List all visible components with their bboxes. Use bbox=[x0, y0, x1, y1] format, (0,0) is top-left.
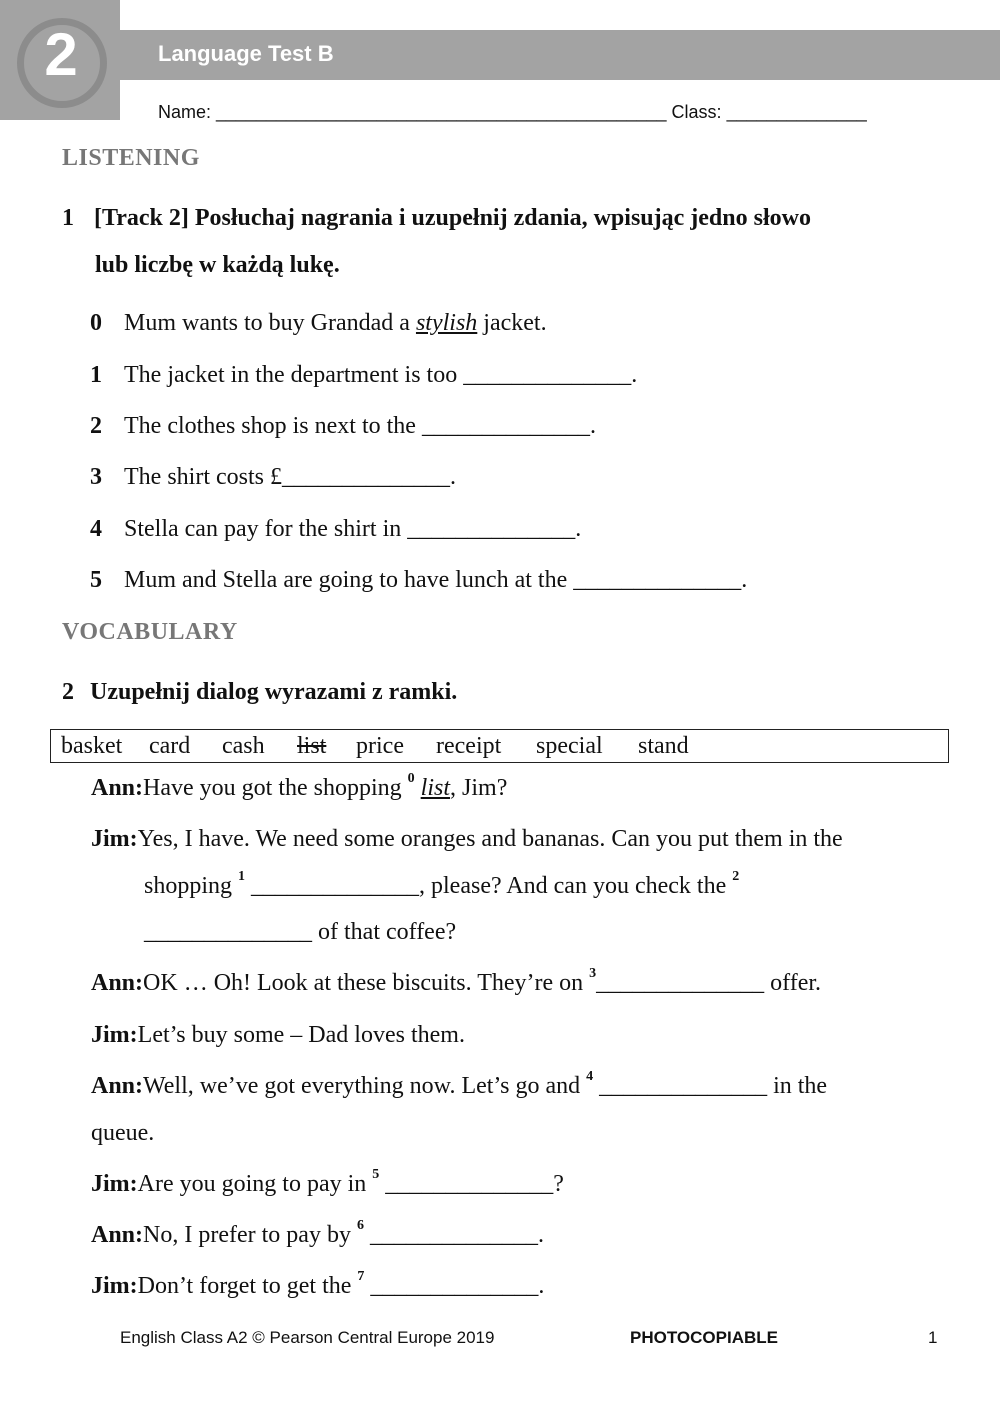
unit-number: 2 bbox=[44, 21, 78, 88]
item-text-end: . bbox=[575, 516, 582, 542]
gap-number: 5 bbox=[372, 1167, 380, 1182]
answer-blank[interactable]: ______________ bbox=[463, 362, 632, 388]
item-text: The clothes shop is next to the bbox=[124, 413, 422, 439]
speaker-label: Ann: bbox=[91, 775, 144, 801]
answer-blank[interactable]: ______________ bbox=[385, 1171, 554, 1197]
speaker-label: Ann: bbox=[91, 970, 144, 996]
dialog-line bbox=[91, 1167, 564, 1198]
dialog-text: Don’t forget to get the bbox=[137, 1273, 358, 1299]
task-2-number: 2 bbox=[62, 679, 74, 705]
name-label: Name: bbox=[158, 102, 212, 122]
example-answer: stylish bbox=[415, 310, 478, 336]
listening-heading: LISTENING bbox=[62, 145, 200, 171]
item-text: Mum wants to buy Grandad a bbox=[124, 310, 416, 336]
dialog-line bbox=[144, 869, 740, 900]
unit-badge bbox=[0, 0, 120, 120]
word-box-item: receipt bbox=[436, 733, 502, 759]
speaker-label: Jim: bbox=[91, 1273, 138, 1299]
word-box-item-used: list bbox=[297, 733, 327, 759]
task-2-text: Uzupełnij dialog wyrazami z ramki. bbox=[90, 679, 458, 705]
task-1-text-line2: lub liczbę w każdą lukę. bbox=[95, 252, 340, 278]
gap-number: 1 bbox=[238, 869, 246, 884]
dialog-line bbox=[91, 1022, 465, 1049]
gap-number: 3 bbox=[589, 966, 597, 981]
answer-blank[interactable]: ______________ bbox=[596, 970, 765, 996]
dialog-text: in the bbox=[767, 1073, 828, 1099]
answer-blank[interactable]: ______________ bbox=[144, 919, 312, 945]
item-text-end: . bbox=[741, 567, 748, 593]
item-text-end: . bbox=[449, 464, 456, 490]
word-box-item: special bbox=[536, 733, 603, 759]
speaker-label: Ann: bbox=[91, 1222, 144, 1248]
item-number: 4 bbox=[90, 516, 102, 542]
footer-photocopiable: PHOTOCOPIABLE bbox=[630, 1328, 778, 1347]
page-number: 1 bbox=[928, 1328, 938, 1347]
dialog-text: Yes, I have. We need some oranges and bananas. Can you put them in the bbox=[137, 826, 843, 852]
dialog-text: shopping bbox=[144, 873, 239, 899]
answer-blank[interactable]: ______________ bbox=[369, 1222, 538, 1248]
answer-blank[interactable]: ______________ bbox=[370, 1273, 539, 1299]
speaker-label: Jim: bbox=[91, 1171, 138, 1197]
listening-item bbox=[90, 567, 747, 594]
dialog-text: offer. bbox=[764, 970, 822, 996]
dialog-text: . bbox=[538, 1273, 545, 1299]
word-box-item: price bbox=[356, 733, 404, 759]
dialog-line bbox=[144, 919, 456, 946]
word-box-item: card bbox=[149, 733, 191, 759]
class-field[interactable]: ______________ bbox=[726, 102, 867, 122]
class-label: Class: bbox=[671, 102, 722, 122]
task-1-instruction bbox=[62, 205, 811, 232]
dialog-line bbox=[91, 771, 508, 802]
item-text: The jacket in the department is too bbox=[124, 362, 464, 388]
item-text-end: jacket. bbox=[477, 310, 547, 336]
listening-item bbox=[90, 362, 637, 389]
dialog-line bbox=[91, 1069, 828, 1100]
dialog-text: Are you going to pay in bbox=[137, 1171, 373, 1197]
item-number: 3 bbox=[90, 464, 102, 490]
dialog-text: . bbox=[537, 1222, 544, 1248]
dialog-text: Have you got the shopping bbox=[143, 775, 408, 801]
item-text: Mum and Stella are going to have lunch at the bbox=[124, 567, 574, 593]
footer-copyright: English Class A2 © Pearson Central Europe 2019 bbox=[120, 1328, 495, 1347]
item-number: 2 bbox=[90, 413, 102, 439]
dialog-text: , please? And can you check the bbox=[419, 873, 733, 899]
vocabulary-heading: VOCABULARY bbox=[62, 619, 238, 645]
listening-item bbox=[90, 516, 581, 543]
answer-blank[interactable]: ______________ bbox=[573, 567, 742, 593]
speaker-label: Jim: bbox=[91, 1022, 138, 1048]
dialog-text: OK … Oh! Look at these biscuits. They’re on bbox=[143, 970, 590, 996]
item-text-end: . bbox=[589, 413, 596, 439]
item-number: 0 bbox=[90, 310, 102, 336]
item-text: The shirt costs £ bbox=[124, 464, 282, 490]
word-box-item: basket bbox=[61, 733, 123, 759]
word-box-item: stand bbox=[638, 733, 689, 759]
answer-blank[interactable]: ______________ bbox=[407, 516, 576, 542]
gap-number: 4 bbox=[586, 1069, 594, 1084]
dialog-text: Let’s buy some – Dad loves them. bbox=[137, 1022, 465, 1048]
answer-blank[interactable]: ______________ bbox=[251, 873, 420, 899]
listening-item bbox=[90, 413, 596, 440]
dialog-text: ? bbox=[553, 1171, 564, 1197]
listening-item bbox=[90, 464, 456, 491]
gap-number: 7 bbox=[357, 1269, 365, 1284]
dialog-line bbox=[91, 1269, 545, 1300]
item-number: 5 bbox=[90, 567, 102, 593]
item-number: 1 bbox=[90, 362, 102, 388]
speaker-label: Jim: bbox=[91, 826, 138, 852]
dialog-text: Well, we’ve got everything now. Let’s go and bbox=[143, 1073, 587, 1099]
answer-blank[interactable]: ______________ bbox=[281, 464, 450, 490]
answer-blank[interactable]: ______________ bbox=[599, 1073, 768, 1099]
name-field[interactable]: _____________________________________________ bbox=[216, 102, 667, 122]
speaker-label: Ann: bbox=[91, 1073, 144, 1099]
dialog-text: No, I prefer to pay by bbox=[143, 1222, 357, 1248]
item-text: Stella can pay for the shirt in bbox=[124, 516, 408, 542]
dialog-text: , Jim? bbox=[450, 775, 508, 801]
task-1-text-line1: [Track 2] Posłuchaj nagrania i uzupełnij zdania, wpisując jedno słowo bbox=[94, 205, 811, 231]
dialog-text: of that coffee? bbox=[312, 919, 457, 945]
task-1-number: 1 bbox=[62, 205, 74, 231]
gap-number: 0 bbox=[407, 771, 415, 786]
task-2-instruction bbox=[62, 679, 457, 706]
gap-number: 2 bbox=[732, 869, 740, 884]
word-box-item: cash bbox=[222, 733, 265, 759]
page-title: Language Test B bbox=[158, 41, 334, 66]
example-answer: list bbox=[420, 775, 451, 801]
dialog-line bbox=[91, 1120, 154, 1147]
word-box bbox=[50, 729, 949, 763]
dialog-line bbox=[91, 1218, 544, 1249]
listening-item bbox=[90, 310, 547, 337]
item-text-end: . bbox=[631, 362, 638, 388]
name-class-line bbox=[158, 102, 867, 123]
gap-number: 6 bbox=[356, 1218, 364, 1233]
dialog-line bbox=[91, 966, 822, 997]
answer-blank[interactable]: ______________ bbox=[421, 413, 590, 439]
dialog-text: queue. bbox=[91, 1120, 155, 1146]
title-bar bbox=[120, 30, 1000, 80]
dialog-line bbox=[91, 826, 843, 853]
